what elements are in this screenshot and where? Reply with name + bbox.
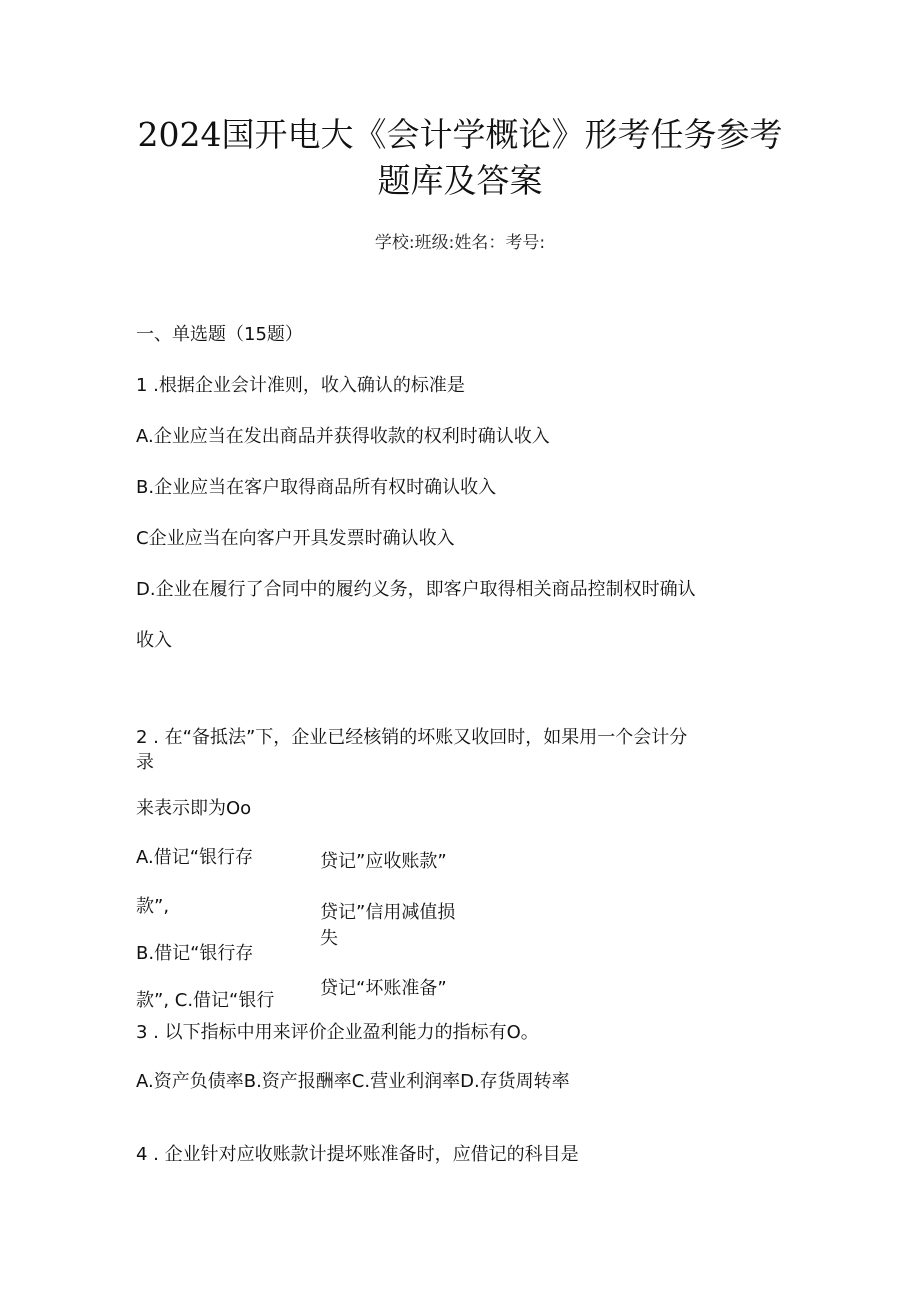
question-2-stem-line-3: 来表示即为Oo — [136, 798, 252, 819]
document-title-line-2: 题库及答案 — [377, 161, 543, 200]
question-1-option-a: A.企业应当在发出商品并获得收款的权利时确认收入 — [136, 426, 550, 447]
question-2-right-col-1: 贷记”应收账款” — [320, 851, 447, 872]
section-heading: 一、单选题（15题） — [136, 324, 303, 345]
question-4-stem: 4 . 企业针对应收账款计提坏账准备时，应借记的科目是 — [136, 1144, 579, 1165]
question-2-left-col-1: A.借记“银行存 — [136, 847, 254, 868]
question-2-right-col-3: 贷记“坏账准备” — [320, 978, 447, 999]
question-3-stem: 3 . 以下指标中用来评价企业盈利能力的指标有O。 — [136, 1022, 539, 1043]
question-1-stem: 1 .根据企业会计准则，收入确认的标准是 — [136, 375, 465, 396]
question-2-right-col-2a: 贷记”信用减值损 — [320, 902, 456, 923]
question-2-stem-line-2: 录 — [136, 752, 154, 773]
student-info-line: 学校:班级:姓名：考号: — [374, 233, 546, 253]
question-1-option-b: B.企业应当在客户取得商品所有权时确认收入 — [136, 477, 497, 498]
document-title-line-1: 2024国开电大《会计学概论》形考任务参考 — [137, 115, 783, 154]
question-1-option-d-line-1: D.企业在履行了合同中的履约义务，即客户取得相关商品控制权时确认 — [136, 579, 696, 600]
question-1-option-c: C企业应当在向客户开具发票时确认收入 — [136, 528, 455, 549]
question-2-left-col-3: B.借记“银行存 — [136, 943, 254, 964]
question-1-option-d-line-2: 收入 — [136, 630, 172, 651]
question-2-left-col-2: 款”, — [136, 896, 170, 917]
question-2-right-col-2b: 失 — [320, 928, 338, 949]
question-2-stem-line-1: 2 . 在“备抵法”下，企业已经核销的坏账又收回时，如果用一个会计分 — [136, 727, 688, 748]
question-2-left-col-4: 款”, C.借记“银行 — [136, 990, 275, 1011]
question-3-options: A.资产负债率B.资产报酬率C.营业利润率D.存货周转率 — [136, 1071, 570, 1092]
